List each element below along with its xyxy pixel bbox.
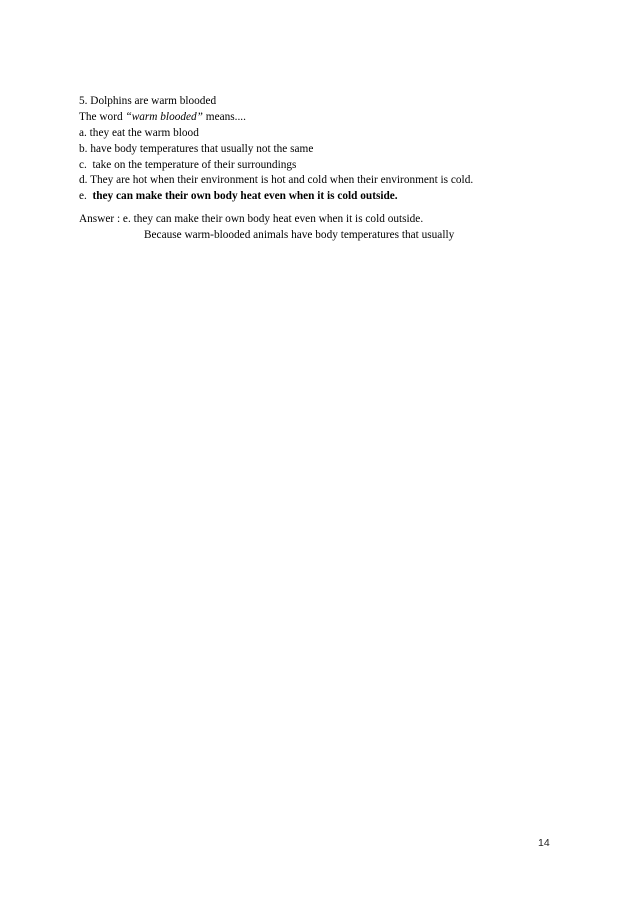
question-prompt-suffix: means.... — [202, 110, 246, 123]
answer-explanation: Because warm-blooded animals have body temperatures that usually — [144, 228, 455, 241]
question-block — [79, 94, 579, 205]
question-title: 5. Dolphins are warm blooded — [79, 95, 217, 107]
option-c-text: take on the temperature of their surroundings — [92, 158, 297, 171]
question-prompt-prefix: The word — [79, 110, 126, 123]
option-d-text: They are hot when their environment is hot and cold when their environment is cold. — [90, 174, 474, 187]
question-prompt — [79, 110, 579, 126]
option-d — [79, 173, 579, 189]
option-a-text: they eat the warm blood — [89, 126, 199, 139]
option-b — [79, 142, 579, 158]
option-e-letter: e. — [79, 190, 87, 203]
option-b-text: have body temperatures that usually not the same — [90, 142, 314, 155]
option-c — [79, 158, 579, 174]
question-prompt-term: “warm blooded” — [125, 110, 203, 123]
option-b-letter: b. — [79, 142, 88, 155]
option-d-letter: d. — [79, 174, 88, 187]
option-e-text: they can make their own body heat even when it is cold outside. — [92, 190, 398, 203]
answer-block — [79, 212, 579, 244]
answer-line: Answer : e. they can make their own body heat even when it is cold outside. — [79, 213, 424, 225]
page-number: 14 — [538, 837, 550, 849]
option-c-letter: c. — [79, 158, 87, 171]
option-a-letter: a. — [79, 126, 87, 139]
option-a — [79, 126, 579, 142]
option-e — [79, 189, 579, 205]
